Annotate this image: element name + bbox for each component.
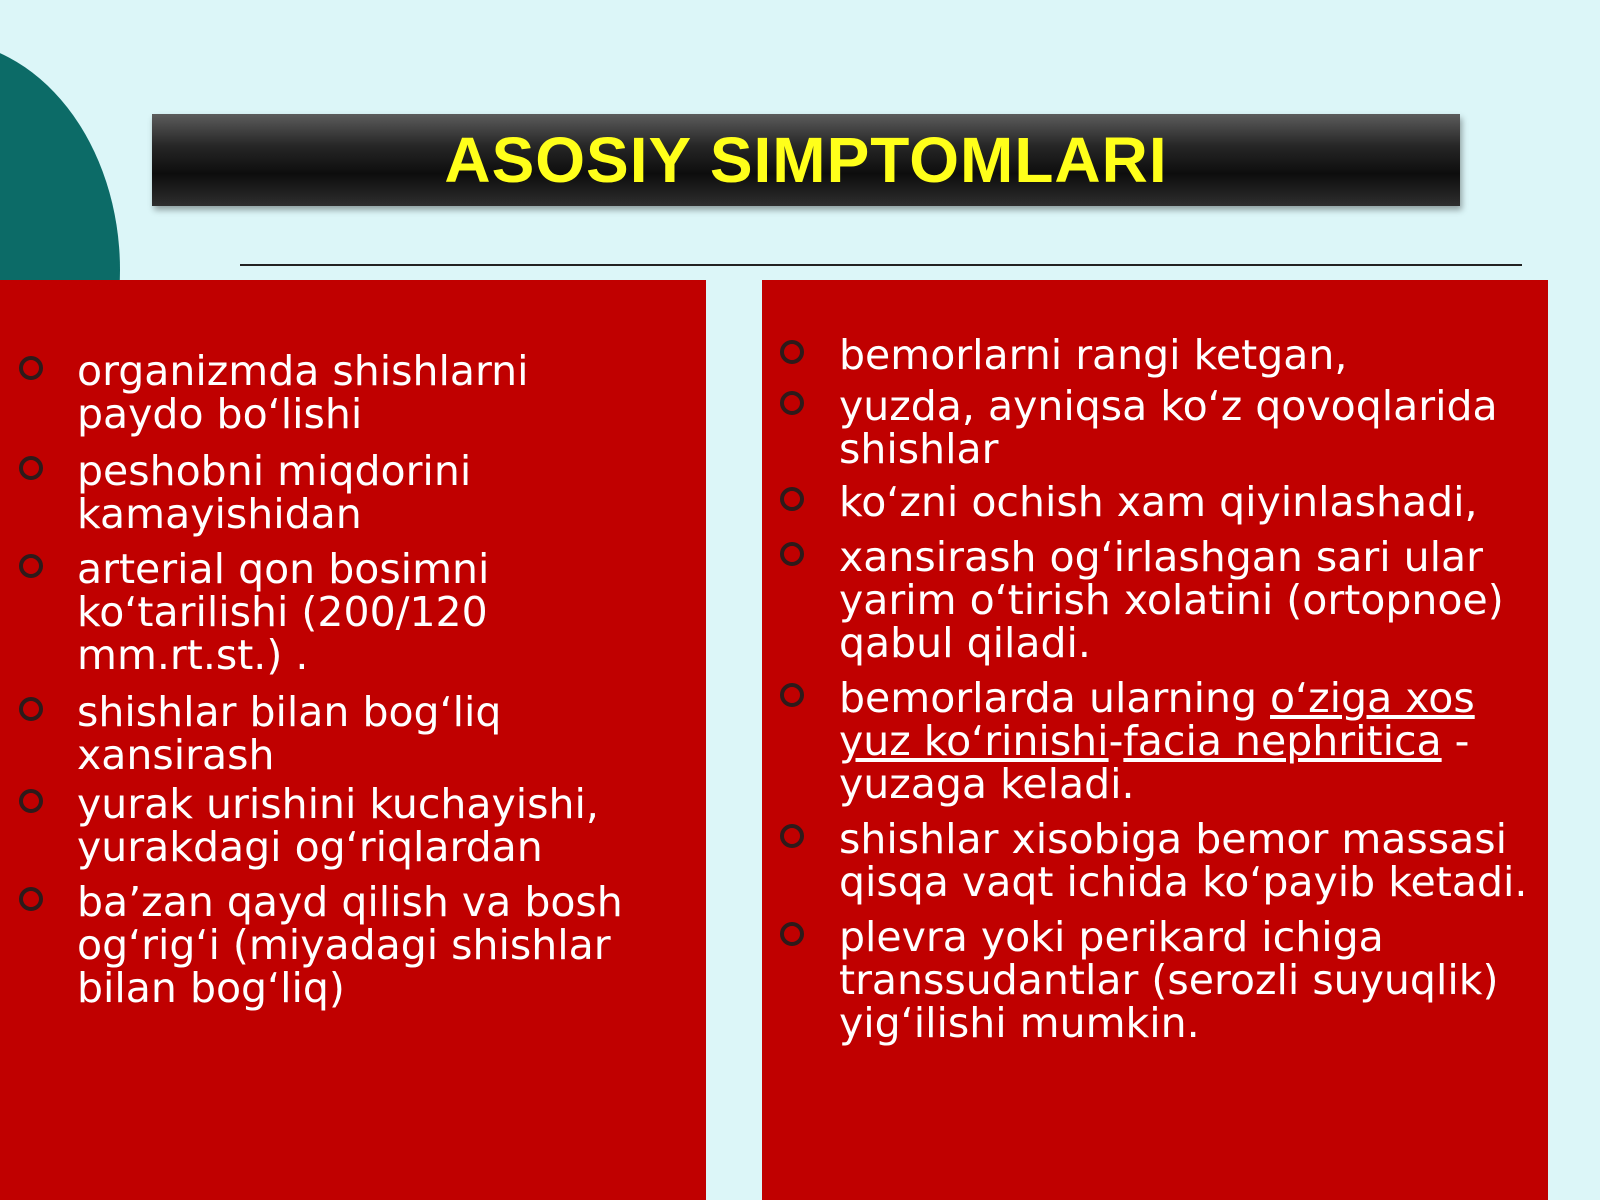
ring-bullet-icon — [19, 356, 43, 380]
right-symptom-list — [762, 331, 1548, 1047]
list-item: xansirash og‘irlashgan sari ular yarim o‘tirish xolatini (ortopnoe) qabul qiladi. — [762, 536, 1548, 665]
list-item: ba’zan qayd qilish va bosh og‘rig‘i (miyadagi shishlar bilan bog‘liq) — [0, 881, 640, 1010]
underlined-text: o‘ziga xos yuz ko‘rinishi — [839, 674, 1475, 765]
ring-bullet-icon — [19, 789, 43, 813]
ring-bullet-icon — [780, 340, 804, 364]
list-item: bemorlarda ularning o‘ziga xos yuz ko‘rinishi-facia nephritica - yuzaga keladi. — [762, 677, 1548, 806]
ring-bullet-icon — [780, 542, 804, 566]
right-symptoms-panel — [762, 280, 1548, 1200]
list-item: plevra yoki perikard ichiga transsudantlar (serozli suyuqlik) yig‘ilishi mumkin. — [762, 916, 1548, 1045]
ring-bullet-icon — [780, 683, 804, 707]
divider-line — [240, 264, 1522, 266]
left-symptoms-panel — [0, 280, 706, 1200]
ring-bullet-icon — [780, 922, 804, 946]
list-item: shishlar bilan bog‘liq xansirash — [0, 691, 640, 777]
ring-bullet-icon — [780, 391, 804, 415]
ring-bullet-icon — [19, 554, 43, 578]
list-item: organizmda shishlarni paydo bo‘lishi — [0, 350, 640, 436]
ring-bullet-icon — [780, 487, 804, 511]
list-item: yuzda, ayniqsa ko‘z qovoqlarida shishlar — [762, 385, 1548, 471]
list-item: arterial qon bosimni ko‘tarilishi (200/120 mm.rt.st.) . — [0, 548, 640, 677]
list-item: shishlar xisobiga bemor massasi qisqa vaqt ichida ko‘payib ketadi. — [762, 818, 1548, 904]
left-symptom-list — [0, 347, 640, 1012]
ring-bullet-icon — [19, 887, 43, 911]
ring-bullet-icon — [780, 824, 804, 848]
list-item: peshobni miqdorini kamayishidan — [0, 450, 640, 536]
list-item: bemorlarni rangi ketgan, — [762, 334, 1548, 377]
title-banner — [152, 114, 1460, 206]
list-item: ko‘zni ochish xam qiyinlashadi, — [762, 481, 1548, 524]
slide-title: ASOSIY SIMPTOMLARI — [444, 124, 1168, 196]
ring-bullet-icon — [19, 456, 43, 480]
underlined-text: facia nephritica — [1123, 717, 1442, 765]
list-item: yurak urishini kuchayishi, yurakdagi og‘riqlardan — [0, 783, 640, 869]
ring-bullet-icon — [19, 697, 43, 721]
